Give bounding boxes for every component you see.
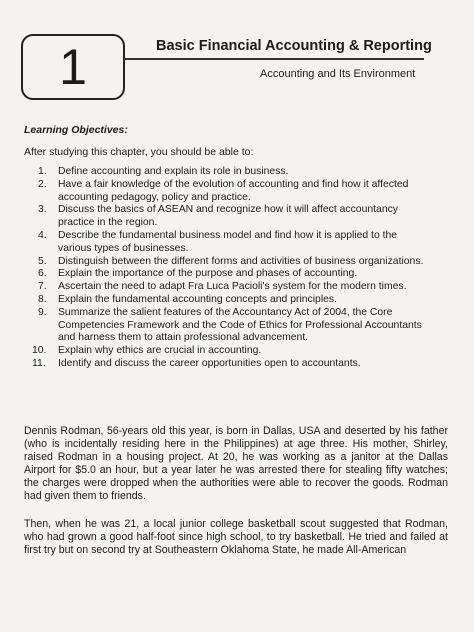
chapter-subtitle: Accounting and Its Environment [260, 68, 416, 80]
objective-text: Describe the fundamental business model and find how it is applied to the various types of businesses. [58, 229, 398, 254]
objective-text: Explain the importance of the purpose and phases of accounting. [58, 268, 358, 280]
objective-item [28, 345, 428, 358]
objective-text: Distinguish between the different forms and activities of business organizations. [58, 255, 424, 267]
objective-text: Explain why ethics are crucial in accounting. [58, 345, 262, 357]
objective-number: 7. [38, 281, 47, 293]
objective-item [28, 230, 428, 256]
objective-text: Discuss the basics of ASEAN and recognize how it will affect accountancy practice in the region. [58, 204, 398, 229]
objective-item [28, 358, 428, 371]
objective-number: 5. [38, 255, 47, 267]
objective-number: 10. [32, 345, 47, 357]
body-paragraph: Then, when he was 21, a local junior college basketball scout suggested that Rodman, who had grown a good half-foot since high school, to try basketball. He tried and failed at first try but on second try at Southeastern Oklahoma State, he made All-American [24, 518, 448, 556]
objective-text: Summarize the salient features of the Accountancy Act of 2004, the Core Competencies Framework and the Code of Ethics for Professional Accountants and harness them to attain professional advancement. [58, 306, 422, 344]
objective-item [28, 268, 428, 281]
objective-number: 9. [38, 306, 47, 318]
objective-number: 3. [38, 204, 47, 216]
chapter-number-box [21, 34, 125, 100]
learning-objectives-intro: After studying this chapter, you should be able to: [24, 146, 254, 158]
objective-item [28, 294, 428, 307]
objective-text: Define accounting and explain its role in business. [58, 166, 289, 177]
objective-text: Identify and discuss the career opportunities open to accountants. [58, 357, 361, 369]
objective-number: 2. [38, 178, 47, 190]
objective-number: 11. [32, 357, 46, 369]
objective-number: 1. [38, 166, 47, 177]
objective-number: 4. [38, 229, 47, 241]
objective-item [28, 179, 428, 205]
objective-text: Explain the fundamental accounting concepts and principles. [58, 293, 337, 305]
objective-number: 6. [38, 268, 47, 280]
objective-number: 8. [38, 293, 47, 305]
objective-item [28, 166, 428, 179]
chapter-title: Basic Financial Accounting & Reporting [156, 38, 432, 54]
body-paragraph: Dennis Rodman, 56-years old this year, is born in Dallas, USA and deserted by his father (who is incidentally residing here in the Philippines) at age three. His mother, Shirley, raised Rodman in a housing project. At 20, he was working as a janitor at the Dallas Airport for $5.0 an hour, but a year later he was arrested there for stealing fifty watches; the charges were dropped when the authorities were able to recover the goods. Rodman had given them to friends. [24, 425, 448, 502]
objective-text: Ascertain the need to adapt Fra Luca Pacioli's system for the modern times. [58, 281, 407, 293]
objective-text: Have a fair knowledge of the evolution of accounting and find how it affected accounting pedagogy, policy and practice. [58, 178, 409, 203]
objective-item [28, 256, 428, 269]
objective-item [28, 204, 428, 230]
objective-item [28, 307, 428, 345]
objectives-list [28, 166, 428, 371]
chapter-number: 1 [59, 39, 87, 95]
objective-item [28, 281, 428, 294]
learning-objectives-heading: Learning Objectives: [24, 124, 128, 136]
title-rule [124, 58, 424, 60]
